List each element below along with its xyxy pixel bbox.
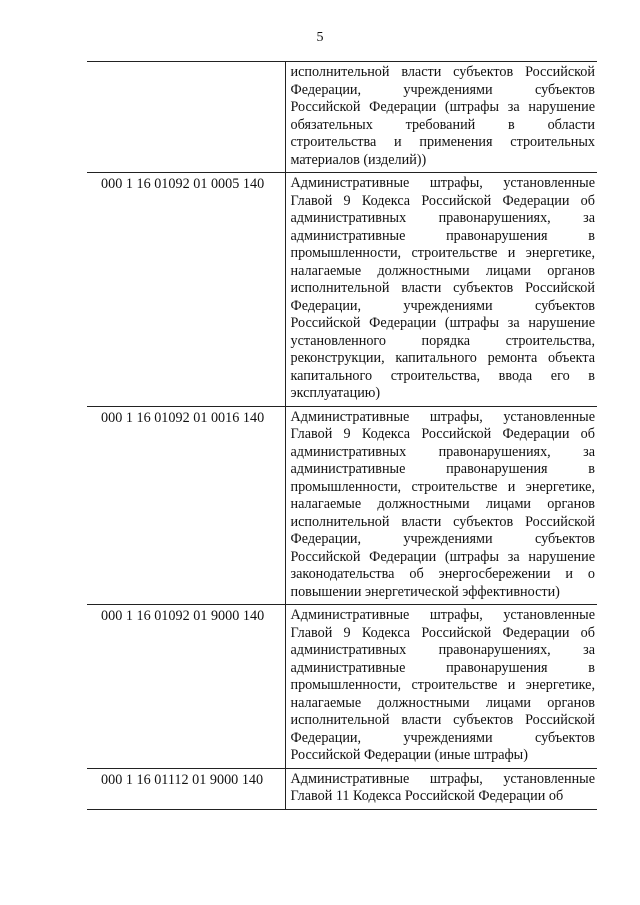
table-row xyxy=(87,768,597,809)
description-cell xyxy=(285,768,597,809)
description-line: налагаемые должностными лицами органов xyxy=(290,496,595,512)
description-line: Российской Федерации (иные штрафы) xyxy=(290,747,528,763)
description-line: Главой 9 Кодекса Российской Федерации об xyxy=(290,624,595,641)
description-line: административные правонарушения в xyxy=(290,227,595,244)
description-cell xyxy=(285,605,597,769)
description-line: административных правонарушениях, за xyxy=(290,642,595,658)
description-line: Федерации, учреждениями субъектов xyxy=(290,729,595,746)
description-cell xyxy=(285,62,597,173)
description-line: капитального строительства, ввода его в xyxy=(290,367,595,384)
description-line: Федерации, учреждениями субъектов xyxy=(290,531,595,547)
description-line: исполнительной власти субъектов Российской xyxy=(290,64,595,80)
budget-code-cell xyxy=(87,62,285,173)
description-line: промышленности, строительстве и энергетике, xyxy=(290,478,595,495)
description-line: административные правонарушения в xyxy=(290,659,595,676)
budget-codes-table xyxy=(87,61,597,810)
table-row xyxy=(87,406,597,605)
description-line: материалов (изделий)) xyxy=(290,151,427,168)
description-line: Российской Федерации (штрафы за нарушение xyxy=(290,315,595,331)
description-line: установленного порядка строительства, xyxy=(290,332,595,349)
description-line: Главой 9 Кодекса Российской Федерации об xyxy=(290,192,595,209)
table-row xyxy=(87,605,597,769)
description-line: административных правонарушениях, за xyxy=(290,443,595,460)
description-line: исполнительной власти субъектов Российской xyxy=(290,280,595,296)
table-row xyxy=(87,173,597,407)
description-line: реконструкции, капитального ремонта объекта xyxy=(290,350,595,366)
description-line: Административные штрафы, установленные xyxy=(290,408,595,425)
description-line: Административные штрафы, установленные xyxy=(290,607,595,623)
description-line: Федерации, учреждениями субъектов xyxy=(290,297,595,314)
description-cell xyxy=(285,406,597,605)
description-cell xyxy=(285,173,597,407)
description-line: исполнительной власти субъектов Российской xyxy=(290,712,595,728)
description-line: Российской Федерации (штрафы за нарушение xyxy=(290,548,595,565)
description-line: Российской Федерации (штрафы за нарушение xyxy=(290,99,595,115)
page-number: 5 xyxy=(316,30,324,45)
description-line: Федерации, учреждениями субъектов xyxy=(290,81,595,98)
table-row xyxy=(87,62,597,173)
table-body xyxy=(87,62,597,810)
description-line: Главой 11 Кодекса Российской Федерации об xyxy=(290,788,564,804)
description-line: Административные штрафы, установленные xyxy=(290,770,595,787)
description-line: Административные штрафы, установленные xyxy=(290,175,595,191)
description-line: строительства и применения строительных xyxy=(290,134,595,150)
budget-code-cell: 000 1 16 01092 01 0016 140 xyxy=(87,406,285,605)
description-line: обязательных требований в области xyxy=(290,116,595,133)
description-line: налагаемые должностными лицами органов xyxy=(290,262,595,279)
budget-code-cell: 000 1 16 01112 01 9000 140 xyxy=(87,768,285,809)
description-line: административные правонарушения в xyxy=(290,461,595,477)
description-line: законодательства об энергосбережении и о xyxy=(290,566,595,582)
description-line: промышленности, строительстве и энергетике, xyxy=(290,677,595,693)
description-line: Главой 9 Кодекса Российской Федерации об xyxy=(290,426,595,442)
description-line: промышленности, строительстве и энергетике, xyxy=(290,245,595,261)
description-line: эксплуатацию) xyxy=(290,385,381,401)
description-line: административных правонарушениях, за xyxy=(290,210,595,226)
budget-code-cell: 000 1 16 01092 01 0005 140 xyxy=(87,173,285,407)
description-line: повышении энергетической эффективности) xyxy=(290,583,560,600)
description-line: исполнительной власти субъектов Российской xyxy=(290,513,595,530)
description-line: налагаемые должностными лицами органов xyxy=(290,694,595,711)
budget-code-cell: 000 1 16 01092 01 9000 140 xyxy=(87,605,285,769)
